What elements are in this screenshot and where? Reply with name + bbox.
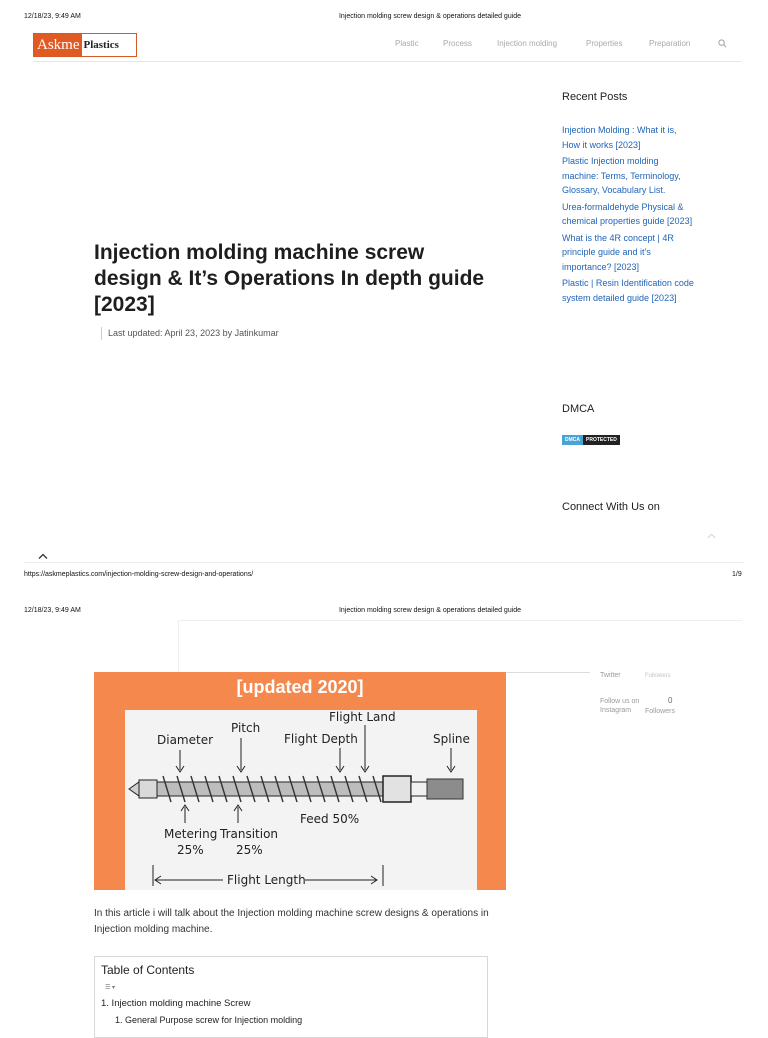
print-date: 12/18/23, 9:49 AM [24,607,81,614]
twitter-followers-label: Followers [645,673,671,679]
twitter-counter[interactable] [600,672,671,679]
connect-heading: Connect With Us on [562,501,660,513]
dmca-badge-left: DMCA [562,435,583,445]
twitter-label: Twitter [600,672,621,679]
dmca-badge-right: PROTECTED [583,435,620,445]
dmca-heading: DMCA [562,403,595,415]
nav-item-injection-molding[interactable]: Injection molding [497,39,558,48]
label-flight-depth: Flight Depth [284,732,358,746]
label-metering: Metering [164,827,218,841]
label-metering-pct: 25% [177,843,204,857]
recent-posts-list [562,123,694,307]
nav-item-plastic[interactable]: Plastic [395,39,419,48]
logo-part-plastics: Plastics [83,39,119,51]
print-title: Injection molding screw design & operations detailed guide [338,607,522,614]
recent-post-link[interactable]: Plastic | Resin Identification code system detailed guide [2023] [562,278,694,303]
instagram-label: Follow us on Instagram [600,698,640,714]
recent-post-link[interactable]: Injection Molding : What it is, How it works [2023] [562,125,677,150]
print-date: 12/18/23, 9:49 AM [24,13,81,20]
label-flight-length: Flight Length [227,873,306,887]
intro-paragraph: In this article i will talk about the Injection molding machine screw designs & operations in Injection molding machine. [94,908,489,935]
toc-toggle-icon[interactable]: ☰ ▾ [105,985,116,991]
toc-item[interactable]: 1. Injection molding machine Screw [101,998,251,1009]
site-logo[interactable] [33,33,137,57]
print-url: https://askmeplastics.com/injection-molding-screw-design-and-operations/ [24,571,254,578]
toc-subitem[interactable]: 1. General Purpose screw for Injection molding [115,1015,303,1025]
scroll-up-chevron-icon[interactable] [707,533,716,539]
toc-heading: Table of Contents [101,963,195,977]
label-transition: Transition [220,827,279,841]
label-transition-pct: 25% [236,843,263,857]
page-divider [24,562,744,563]
screw-diagram-figure [94,672,506,890]
instagram-followers-label: Followers [645,708,675,715]
label-diameter: Diameter [157,733,214,747]
table-of-contents [94,956,488,1038]
label-feed: Feed 50% [300,812,360,826]
recent-post-link[interactable]: Urea-formaldehyde Physical & chemical properties guide [2023] [562,201,693,227]
print-page-number: 1/9 [732,571,742,578]
article-meta: Last updated: April 23, 2023 by Jatinkumar [101,327,279,340]
nav-item-process[interactable]: Process [443,39,472,48]
label-flight-land: Flight Land [329,710,396,724]
search-icon[interactable] [718,39,727,48]
recent-post-link[interactable]: What is the 4R concept | 4R principle guide and it’s importance? [2023] [562,232,674,272]
recent-posts-heading: Recent Posts [562,91,628,103]
screw-diagram [125,710,477,890]
nav-item-properties[interactable]: Properties [586,39,623,48]
page2-left-rule [178,620,179,672]
recent-post-link[interactable]: Plastic Injection molding machine: Terms, Terminology, Glossary, Vocabulary List. [562,155,681,196]
logo-part-askme: Askme [34,34,82,56]
instagram-count: 0 [668,696,673,705]
page2-top-divider [178,620,742,621]
label-pitch: Pitch [231,721,261,735]
print-title: Injection molding screw design & operations detailed guide [338,13,522,20]
label-spline: Spline [433,732,470,746]
dmca-badge[interactable] [562,435,620,445]
article-title: Injection molding machine screw design & It’s Operations In depth guide [2023] [94,241,485,316]
header-divider [33,61,741,62]
instagram-counter[interactable] [600,697,650,715]
nav-item-preparation[interactable]: Preparation [649,39,691,48]
figure-title: [updated 2020] [236,677,364,697]
back-to-top-chevron-icon[interactable] [38,553,48,560]
